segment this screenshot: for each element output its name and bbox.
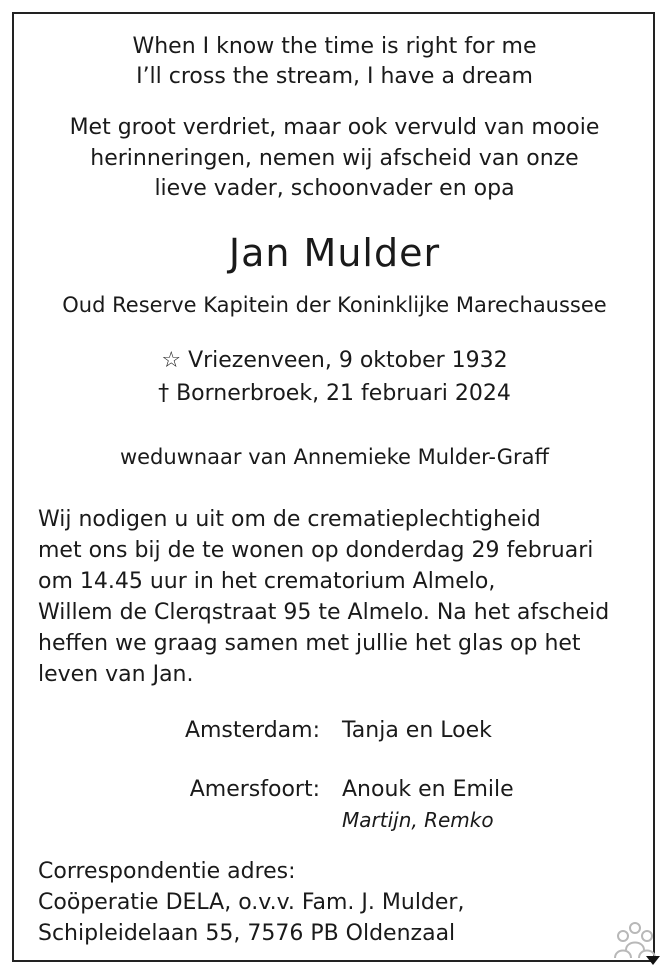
family-place-amersfoort: Amersfoort:: [189, 777, 320, 802]
deceased-name: Jan Mulder: [228, 231, 441, 275]
died-text: Bornerbroek, 21 februari 2024: [176, 381, 511, 406]
family-names-amsterdam: Tanja en Loek: [342, 718, 492, 743]
intro-line-1: Met groot verdriet, maar ook vervuld van mooie: [69, 115, 600, 140]
star-icon: ☆: [161, 348, 182, 373]
correspondence-line-2: Schipleidelaan 55, 7576 PB Oldenzaal: [38, 921, 456, 946]
poem-line-2: I’ll cross the stream, I have a dream: [136, 64, 533, 89]
invitation-line-2: met ons bij de te wonen op donderdag 29 februari: [38, 538, 594, 563]
invitation-line-1: Wij nodigen u uit om de crematieplechtigheid: [38, 507, 541, 532]
people-group-icon: [610, 918, 660, 968]
correspondence-label: Correspondentie adres:: [38, 859, 296, 884]
correspondence-line-1: Coöperatie DELA, o.v.v. Fam. J. Mulder,: [38, 890, 465, 915]
spouse-line: weduwnaar van Annemieke Mulder-Graff: [119, 445, 550, 469]
family-place-amsterdam: Amsterdam:: [184, 718, 320, 743]
invitation-line-3: om 14.45 uur in het crematorium Almelo,: [38, 569, 496, 594]
invitation-line-5: heffen we graag samen met jullie het glas op het: [38, 631, 581, 656]
invitation-line-6: leven van Jan.: [38, 662, 194, 687]
intro-line-2: herinneringen, nemen wij afscheid van onze: [90, 146, 579, 171]
born-text: Vriezenveen, 9 oktober 1932: [188, 348, 508, 373]
deceased-title: Oud Reserve Kapitein der Koninklijke Marechaussee: [62, 293, 607, 317]
born-line: [0, 348, 669, 373]
poem-line-1: When I know the time is right for me: [132, 34, 537, 59]
family-names-amersfoort: Anouk en Emile: [342, 777, 514, 802]
family-children-amersfoort: Martijn, Remko: [342, 808, 494, 832]
intro-line-3: lieve vader, schoonvader en opa: [154, 176, 515, 201]
died-line: [0, 381, 669, 406]
cross-icon: †: [158, 381, 170, 406]
invitation-line-4: Willem de Clerqstraat 95 te Almelo. Na het afscheid: [38, 600, 610, 625]
triangle-down-icon: [646, 956, 660, 965]
